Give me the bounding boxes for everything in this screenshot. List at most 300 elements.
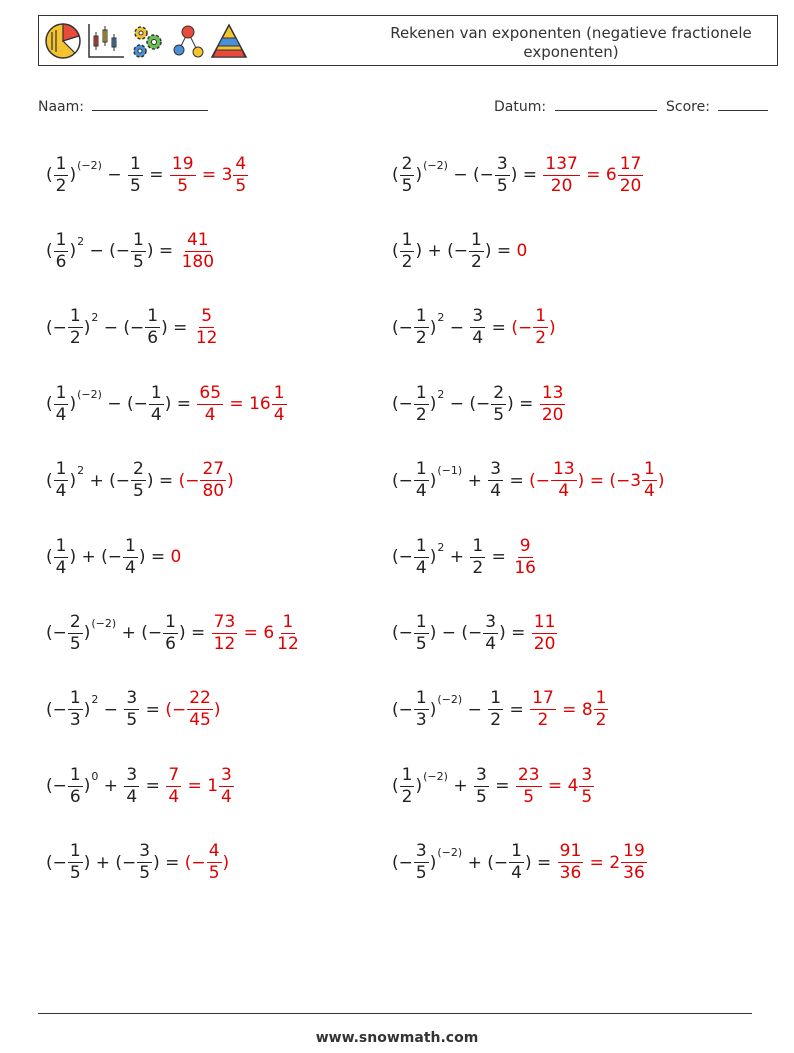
fraction (149, 383, 164, 426)
operator-text: ) + (− (69, 547, 123, 567)
numerator: 1 (125, 535, 136, 556)
fraction (414, 612, 429, 655)
exponent: 2 (91, 693, 99, 707)
operator-text: + (444, 547, 470, 567)
numerator: 17 (532, 688, 554, 709)
denominator: 6 (165, 633, 176, 654)
name-label: Naam: (38, 99, 84, 115)
fraction (54, 383, 69, 426)
operator-text: (− (46, 623, 67, 644)
problem-item (392, 678, 609, 742)
numerator: 3 (126, 764, 138, 785)
fraction (400, 154, 415, 197)
denominator: 2 (401, 786, 413, 807)
date-label: Datum: (494, 99, 547, 115)
fraction (275, 612, 301, 655)
operator-text: ) (213, 699, 221, 720)
denominator: 5 (133, 251, 144, 272)
numerator: 13 (553, 459, 575, 480)
question (46, 536, 171, 579)
operator-text: (− (46, 699, 67, 720)
denominator: 5 (129, 175, 141, 196)
operator-text: (− (178, 470, 200, 491)
numerator: 1 (69, 841, 81, 862)
answer (515, 765, 595, 808)
numerator: 2 (493, 382, 505, 403)
operator-text: = (140, 776, 166, 797)
answer (169, 154, 249, 197)
denominator: 4 (485, 633, 497, 654)
numerator: 3 (581, 764, 593, 785)
fraction (194, 306, 220, 349)
numerator: 3 (472, 306, 484, 327)
fraction (124, 765, 139, 808)
name-blank[interactable] (92, 96, 208, 111)
operator-text: − (− (101, 394, 148, 415)
fraction (170, 154, 196, 197)
numerator: 4 (235, 153, 247, 174)
denominator: 180 (181, 251, 215, 272)
operator-text: ) = (524, 852, 557, 873)
numerator: 1 (150, 382, 162, 403)
denominator: 2 (490, 710, 502, 731)
denominator: 5 (126, 710, 138, 731)
fraction (163, 612, 178, 655)
exponent: 2 (437, 540, 445, 554)
denominator: 12 (277, 633, 299, 654)
operator-text: ) (69, 241, 77, 262)
fraction (131, 459, 146, 502)
operator-text: = (486, 317, 512, 338)
pyramid-icon (210, 22, 248, 60)
operator-text: ( (392, 241, 399, 262)
fraction (68, 688, 83, 731)
numerator: 4 (208, 841, 220, 862)
numerator: 3 (485, 611, 497, 632)
question (392, 230, 517, 273)
denominator: 4 (55, 557, 67, 578)
operator-text: ) + (− (83, 852, 137, 873)
numerator: 1 (415, 535, 427, 556)
operator-text: = (504, 699, 530, 720)
operator-text: ( (392, 165, 399, 185)
operator-text: + (462, 470, 488, 491)
operator-text: ) = (138, 547, 171, 567)
operator-text: (− (511, 317, 533, 338)
fraction (128, 154, 143, 197)
fraction (540, 383, 566, 426)
score-field (666, 96, 768, 115)
fraction (145, 306, 160, 349)
fraction (197, 383, 223, 426)
operator-text: ( (392, 776, 399, 797)
answer (196, 383, 287, 426)
operator-text: ) (415, 165, 423, 185)
numerator: 3 (221, 764, 232, 785)
answer (165, 765, 235, 808)
denominator: 5 (475, 786, 487, 807)
denominator: 5 (208, 863, 220, 884)
answer (517, 241, 528, 261)
score-label: Score: (666, 99, 710, 115)
fraction (488, 459, 503, 502)
fraction (200, 459, 226, 502)
numerator: 1 (401, 764, 413, 785)
fraction (54, 154, 69, 197)
operator-text: ) (227, 470, 234, 491)
numerator: 2 (133, 459, 144, 480)
denominator: 36 (623, 863, 645, 884)
operator-text: + (− (462, 852, 509, 873)
numerator: 1 (471, 229, 482, 250)
denominator: 5 (177, 175, 189, 196)
operator-text: (− (392, 699, 413, 720)
answer (511, 536, 539, 579)
exponent: 2 (77, 234, 85, 248)
operator-text: (− (392, 470, 413, 491)
fraction (483, 612, 498, 655)
numerator: 3 (490, 459, 502, 480)
fraction (530, 688, 556, 731)
problem-item (46, 449, 234, 513)
denominator: 5 (415, 633, 427, 654)
numerator: 1 (415, 611, 427, 632)
fraction (642, 459, 657, 502)
answer (179, 459, 234, 502)
question (46, 841, 185, 884)
fraction (123, 536, 138, 579)
operator-text: 0 (516, 241, 528, 262)
fraction (470, 306, 485, 349)
operator-text: ( (46, 547, 53, 567)
numerator: 2 (401, 153, 413, 174)
operator-text: = (489, 776, 515, 797)
numerator: 41 (186, 229, 209, 250)
numerator: 1 (55, 153, 67, 174)
numerator: 1 (69, 306, 81, 327)
operator-text: ) = (164, 394, 197, 415)
date-blank[interactable] (555, 96, 657, 111)
numerator: 1 (55, 459, 67, 480)
denominator: 3 (69, 710, 81, 731)
answer (165, 688, 220, 731)
question (392, 154, 542, 197)
operator-text: ( (46, 241, 53, 262)
fraction (488, 688, 503, 731)
denominator: 2 (415, 404, 427, 425)
denominator: 5 (581, 786, 593, 807)
exponent: 0 (91, 769, 99, 783)
exponent: 2 (437, 387, 445, 401)
candlestick-chart-icon (86, 22, 126, 60)
numerator: 1 (147, 306, 159, 327)
numerator: 19 (171, 153, 194, 174)
footer-divider (38, 1013, 752, 1014)
operator-text: (− (184, 852, 206, 873)
operator-text: = 8 (556, 699, 593, 720)
numerator: 1 (644, 459, 655, 480)
denominator: 4 (644, 481, 655, 502)
operator-text: ) = (178, 623, 211, 644)
question (46, 688, 165, 731)
numerator: 1 (165, 611, 176, 632)
exponent: (−1) (437, 464, 463, 478)
numerator: 1 (415, 688, 427, 709)
operator-text: ) = (153, 852, 185, 873)
network-nodes-icon (170, 22, 206, 60)
fraction (68, 612, 83, 655)
operator-text: ) = (146, 470, 179, 491)
operator-text: ) = (499, 623, 531, 644)
operator-text: = 4 (542, 776, 579, 797)
operator-text: ) (429, 547, 437, 567)
fraction (400, 765, 415, 808)
question (46, 612, 211, 655)
question (392, 765, 515, 808)
operator-text: + (− (84, 470, 131, 491)
fraction (212, 612, 238, 655)
problem-item (392, 525, 539, 589)
denominator: 5 (496, 175, 508, 196)
operator-text: = 3 (196, 165, 233, 185)
numerator: 1 (490, 688, 502, 709)
fraction (491, 383, 506, 426)
numerator: 3 (139, 841, 151, 862)
fraction (54, 230, 69, 273)
numerator: 1 (133, 229, 144, 250)
problem-item (392, 372, 566, 436)
question (392, 306, 511, 349)
fraction (54, 536, 69, 579)
denominator: 4 (273, 404, 285, 425)
footer-website: www.snowmath.com (315, 1030, 479, 1046)
denominator: 2 (415, 328, 427, 349)
operator-text: = 1 (182, 776, 219, 797)
denominator: 4 (55, 481, 67, 502)
name-field (38, 96, 208, 115)
numerator: 22 (189, 688, 211, 709)
operator-text: = (486, 547, 512, 567)
operator-text: ) (69, 470, 77, 491)
problem-item (392, 449, 665, 513)
operator-text: − (98, 699, 124, 720)
operator-text: − (− (447, 165, 494, 185)
denominator: 3 (415, 710, 427, 731)
header-icons (44, 21, 248, 61)
denominator: 2 (401, 251, 413, 272)
operator-text: 0 (170, 547, 182, 567)
operator-text: ) = (484, 241, 517, 262)
fraction (414, 306, 429, 349)
numerator: 65 (199, 382, 222, 403)
fraction (414, 688, 429, 731)
operator-text: = (504, 470, 530, 491)
denominator: 2 (472, 557, 484, 578)
date-field (494, 96, 657, 115)
numerator: 3 (126, 688, 138, 709)
operator-text: = 6 (238, 623, 275, 644)
operator-text: − (− (84, 241, 131, 262)
operator-text: ) = (161, 317, 193, 338)
numerator: 1 (55, 382, 67, 403)
numerator: 1 (472, 535, 484, 556)
operator-text: ( (46, 165, 53, 185)
fraction (618, 154, 644, 197)
problem-item (46, 219, 217, 283)
numerator: 17 (619, 153, 642, 174)
operator-text: ) (429, 699, 437, 720)
question (46, 306, 193, 349)
operator-text: (− (392, 547, 413, 567)
denominator: 12 (195, 328, 218, 349)
denominator: 5 (493, 404, 505, 425)
operator-text: ) (415, 776, 423, 797)
problem-item (46, 143, 249, 207)
numerator: 1 (511, 841, 522, 862)
denominator: 36 (559, 863, 582, 884)
fraction (594, 688, 609, 731)
operator-text: (− (529, 470, 551, 491)
answer (511, 306, 555, 349)
question (46, 765, 165, 808)
fraction (180, 230, 216, 273)
exponent: 2 (77, 464, 85, 478)
fraction (579, 765, 594, 808)
fraction (509, 841, 524, 884)
numerator: 11 (533, 611, 556, 632)
problem-item (46, 525, 181, 589)
answer (185, 841, 229, 884)
operator-text: ) = (−3 (577, 470, 642, 491)
problem-item (392, 143, 644, 207)
fraction (414, 841, 429, 884)
question (46, 383, 196, 426)
denominator: 4 (126, 786, 138, 807)
exponent: (−2) (437, 693, 463, 707)
numerator: 1 (129, 153, 141, 174)
fraction (137, 841, 152, 884)
exponent: (−2) (91, 616, 117, 630)
denominator: 4 (221, 786, 232, 807)
operator-text: ) (83, 776, 91, 797)
denominator: 2 (69, 328, 81, 349)
question (392, 536, 511, 579)
numerator: 3 (475, 764, 487, 785)
exponent: (−2) (77, 387, 102, 401)
pie-chart-icon (44, 22, 82, 60)
operator-text: (− (392, 394, 413, 415)
answer (529, 459, 664, 502)
denominator: 5 (401, 175, 413, 196)
fraction (470, 536, 485, 579)
operator-text: = 16 (224, 394, 271, 415)
operator-text: − (101, 165, 127, 185)
worksheet-title: Rekenen van exponenten (negatieve fractionele exponenten) (390, 24, 752, 61)
fraction (131, 230, 146, 273)
denominator: 5 (235, 175, 247, 196)
operator-text: ) − (− (429, 623, 483, 644)
numerator: 1 (69, 688, 81, 709)
fraction (187, 688, 213, 731)
operator-text: ) (69, 165, 77, 185)
fraction (558, 841, 584, 884)
fraction (532, 612, 558, 655)
denominator: 4 (150, 404, 162, 425)
problem-item (392, 601, 558, 665)
problem-item (46, 831, 229, 895)
fraction (543, 154, 579, 197)
operator-text: ) = (510, 165, 543, 185)
operator-text: ) (83, 699, 91, 720)
fraction (495, 154, 510, 197)
fraction (551, 459, 577, 502)
exponent: (−2) (437, 846, 463, 860)
question (392, 841, 557, 884)
denominator: 4 (168, 786, 180, 807)
denominator: 4 (511, 863, 522, 884)
operator-text: ) = (146, 241, 179, 262)
answer (179, 230, 217, 273)
fraction (68, 765, 83, 808)
problem-item (46, 601, 302, 665)
numerator: 1 (282, 611, 294, 632)
operator-text: ) (429, 317, 437, 338)
question (392, 459, 529, 502)
numerator: 13 (541, 382, 564, 403)
denominator: 4 (55, 404, 67, 425)
denominator: 2 (471, 251, 482, 272)
fraction (621, 841, 647, 884)
exponent: (−2) (423, 158, 448, 172)
denominator: 16 (514, 557, 536, 578)
fraction (414, 536, 429, 579)
fraction (207, 841, 222, 884)
operator-text: ) (429, 852, 437, 873)
numerator: 1 (415, 306, 427, 327)
operator-text: ) (83, 317, 91, 338)
operator-text: − (444, 317, 470, 338)
denominator: 2 (595, 710, 607, 731)
fraction (124, 688, 139, 731)
numerator: 1 (535, 306, 547, 327)
fraction (512, 536, 538, 579)
denominator: 2 (535, 328, 547, 349)
operator-text: + (447, 776, 473, 797)
denominator: 4 (558, 481, 570, 502)
answer (529, 688, 609, 731)
problem-item (46, 754, 235, 818)
denominator: 5 (523, 786, 535, 807)
problem-item (392, 754, 595, 818)
numerator: 1 (401, 229, 413, 250)
question (392, 383, 539, 426)
numerator: 1 (595, 688, 607, 709)
denominator: 5 (139, 863, 151, 884)
numerator: 1 (273, 382, 285, 403)
numerator: 137 (545, 153, 578, 174)
operator-text: ) + (− (415, 241, 469, 262)
denominator: 4 (490, 481, 502, 502)
operator-text: (− (46, 852, 67, 873)
numerator: 1 (415, 382, 427, 403)
numerator: 5 (201, 306, 213, 327)
numerator: 9 (519, 535, 531, 556)
operator-text: ) (549, 317, 556, 338)
score-blank[interactable] (718, 96, 768, 111)
numerator: 1 (415, 459, 427, 480)
fraction (272, 383, 287, 426)
numerator: 2 (69, 611, 81, 632)
